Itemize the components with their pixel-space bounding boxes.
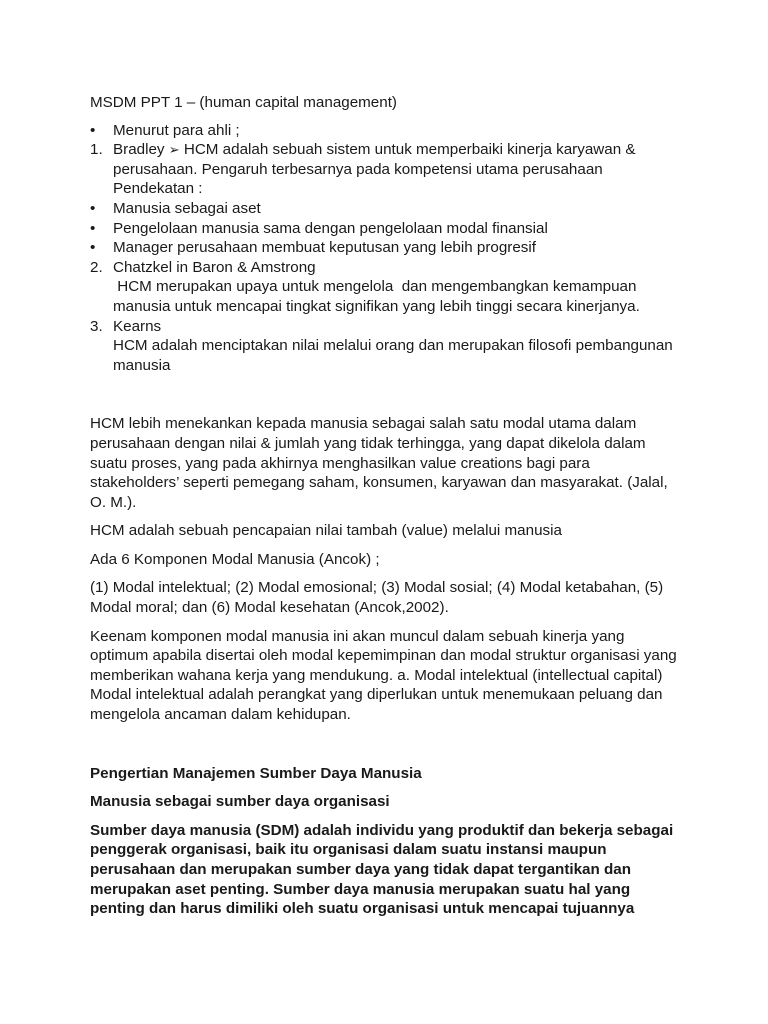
section-heading-msdm: Pengertian Manajemen Sumber Daya Manusia: [90, 764, 422, 782]
item1-lead: Bradley: [113, 141, 165, 159]
sub-bullet: [90, 238, 688, 258]
paragraph-line: penting dan harus dimiliki oleh suatu organisasi untuk mencapai tujuannya: [90, 900, 635, 918]
paragraph-line: O. M.).: [90, 493, 137, 511]
paragraph-line: Keenam komponen modal manusia ini akan muncul dalam sebuah kinerja yang: [90, 627, 625, 645]
sub-bullet: [90, 219, 688, 239]
sub-bullet-text: Manager perusahaan membuat keputusan yang lebih progresif: [113, 239, 536, 257]
list-number-2: 2.: [90, 258, 103, 276]
paragraph-line: optimum apabila disertai oleh modal kepemimpinan dan modal struktur organisasi yang: [90, 647, 677, 665]
item2-line2: manusia untuk mencapai tingkat signifikan yang lebih tinggi secara kinerjanya.: [113, 297, 640, 315]
paragraph-line: penggerak organisasi, baik itu organisasi dalam suatu instansi maupun: [90, 841, 607, 859]
list-number-1: 1.: [90, 141, 103, 159]
paragraph-line: (1) Modal intelektual; (2) Modal emosional; (3) Modal sosial; (4) Modal ketabahan, (5): [90, 579, 664, 597]
section-subheading: Manusia sebagai sumber daya organisasi: [90, 793, 390, 811]
paragraph-line: merupakan aset penting. Sumber daya manusia merupakan suatu hal yang: [90, 880, 631, 898]
paragraph-line: Sumber daya manusia (SDM) adalah individu yang produktif dan bekerja sebagai: [90, 821, 674, 839]
list-number-3: 3.: [90, 317, 103, 335]
sub-bullet-text: Manusia sebagai aset: [113, 199, 261, 217]
paragraph-line: stakeholders’ seperti pemegang saham, konsumen, karyawan dan masyarakat. (Jalal,: [90, 474, 668, 492]
item2-line1: HCM merupakan upaya untuk mengelola dan mengembangkan kemampuan: [113, 278, 637, 296]
item1-line2: perusahaan. Pengaruh terbesarnya pada kompetensi utama perusahaan: [113, 160, 603, 178]
list-item-1: [90, 140, 688, 199]
paragraph-line: Modal moral; dan (6) Modal kesehatan (Ancok,2002).: [90, 599, 449, 617]
sub-bullet-text: Pengelolaan manusia sama dengan pengelolaan modal finansial: [113, 219, 548, 237]
item3-line2: manusia: [113, 356, 171, 374]
list-item-2: [90, 258, 688, 317]
paragraph-line: perusahaan dengan nilai & jumlah yang tidak terhingga, yang dapat dikelola dalam: [90, 434, 646, 452]
item3-line1: HCM adalah menciptakan nilai melalui orang dan merupakan filosofi pembangunan: [113, 337, 673, 355]
paragraph-line: memberikan wahana kerja yang mendukung. a. Modal intelektual (intellectual capital): [90, 666, 663, 684]
paragraph-line: mengelola ancaman dalam kehidupan.: [90, 706, 351, 724]
intro-bullet: [90, 121, 688, 141]
paragraph-components-heading: Ada 6 Komponen Modal Manusia (Ancok) ;: [90, 550, 380, 568]
item3-name: Kearns: [113, 317, 162, 335]
paragraph-components-list: [90, 578, 688, 617]
paragraph-line: Modal intelektual adalah perangkat yang diperlukan untuk menemukaan peluang dan: [90, 686, 663, 704]
item1-line1: HCM adalah sebuah sistem untuk memperbaiki kinerja karyawan &: [183, 141, 636, 159]
list-item-3: [90, 317, 688, 376]
item1-line3: Pendekatan :: [113, 180, 203, 198]
paragraph-sdm-definition: [90, 821, 688, 919]
paragraph-components-explanation: [90, 627, 688, 725]
paragraph-line: suatu proses, yang pada akhirnya menghasilkan value creations bagi para: [90, 454, 590, 472]
document-title: MSDM PPT 1 – (human capital management): [90, 94, 397, 111]
item2-name: Chatzkel in Baron & Amstrong: [113, 258, 316, 276]
arrow-bullet-icon: ➢: [168, 142, 180, 158]
paragraph-hcm-emphasis: [90, 414, 688, 512]
sub-bullet: [90, 199, 688, 219]
paragraph-line: perusahaan dan merupakan sumber daya yang tidak dapat tergantikan dan: [90, 861, 632, 878]
intro-bullet-text: Menurut para ahli ;: [113, 121, 240, 139]
paragraph-line: HCM lebih menekankan kepada manusia sebagai salah satu modal utama dalam: [90, 415, 637, 433]
paragraph-hcm-value: HCM adalah sebuah pencapaian nilai tambah (value) melalui manusia: [90, 522, 562, 540]
